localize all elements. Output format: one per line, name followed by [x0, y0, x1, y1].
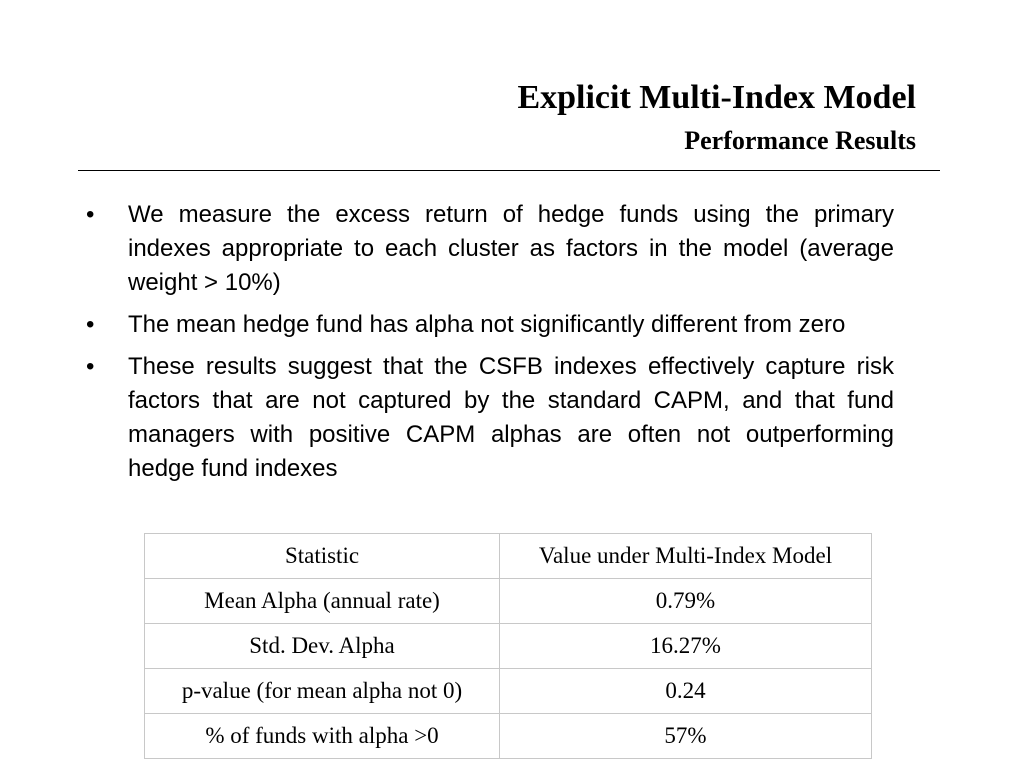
table-header-row — [145, 534, 872, 579]
results-table — [144, 533, 872, 759]
slide-title: Explicit Multi-Index Model — [517, 79, 916, 116]
title-divider — [78, 170, 940, 171]
slide-subtitle: Performance Results — [684, 126, 916, 155]
table-cell-value: 16.27% — [500, 624, 872, 669]
bullet-item — [82, 350, 894, 486]
bullet-item — [82, 198, 894, 300]
table-cell-statistic: % of funds with alpha >0 — [145, 714, 500, 759]
bullet-marker: • — [86, 201, 95, 228]
bullet-text: These results suggest that the CSFB indexes effectively capture risk factors that are not captured by the standard CAPM, and that fund managers with positive CAPM alphas are often not outperforming hedge fund indexes — [128, 353, 894, 482]
table-row — [145, 714, 872, 759]
table-cell-statistic: Std. Dev. Alpha — [145, 624, 500, 669]
table-cell-value: 57% — [500, 714, 872, 759]
table-row — [145, 669, 872, 714]
bullet-item — [82, 308, 894, 342]
bullet-text: We measure the excess return of hedge funds using the primary indexes appropriate to each cluster as factors in the model (average weight > 10%) — [128, 201, 894, 296]
bullet-marker: • — [86, 353, 95, 380]
table-row — [145, 624, 872, 669]
table-cell-value: 0.24 — [500, 669, 872, 714]
bullet-list — [82, 198, 894, 494]
table-row — [145, 579, 872, 624]
table-cell-statistic: Mean Alpha (annual rate) — [145, 579, 500, 624]
bullet-text: The mean hedge fund has alpha not significantly different from zero — [128, 311, 846, 338]
table-cell-statistic: p-value (for mean alpha not 0) — [145, 669, 500, 714]
table-cell-value: 0.79% — [500, 579, 872, 624]
table-header-cell: Statistic — [145, 534, 500, 579]
table-header-cell: Value under Multi-Index Model — [500, 534, 872, 579]
bullet-marker: • — [86, 311, 95, 338]
